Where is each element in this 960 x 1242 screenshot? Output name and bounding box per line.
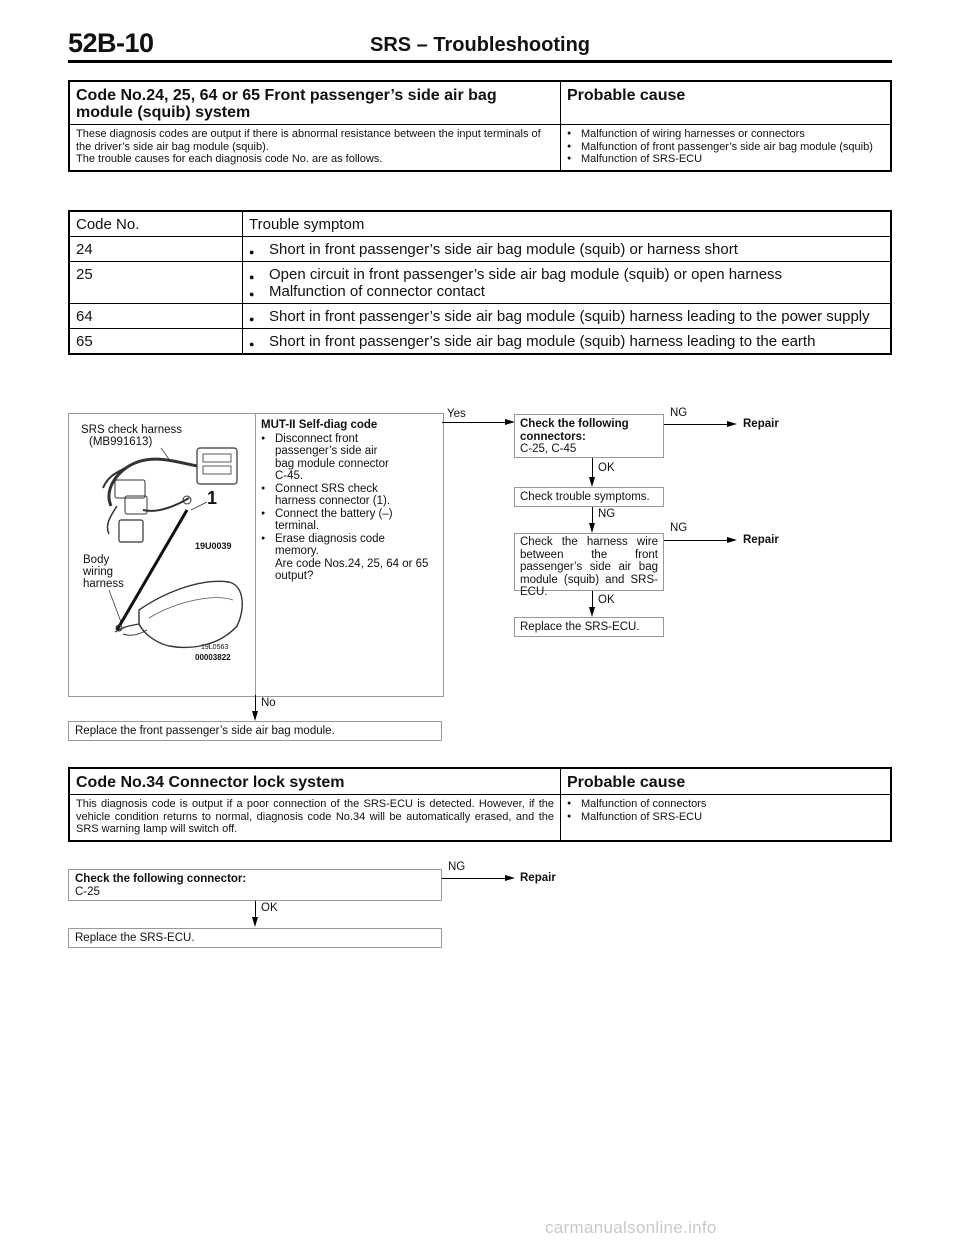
check-harness-box: Check the harness wire between the front passenger’s side air bag module (squib) and SRS-ECU. — [514, 533, 664, 591]
ng-connector-line — [664, 424, 728, 425]
arrow-down-icon — [589, 477, 595, 487]
ng-connector-line — [442, 878, 506, 879]
table1-heading-cause: Probable cause — [561, 81, 892, 125]
ng-label: NG — [448, 861, 466, 873]
symptom-item: ● Open circuit in front passenger’s side air bag module (squib) or open harness — [249, 266, 884, 283]
symptom-item: ● Short in front passenger’s side air bag module (squib) harness leading to the power supply — [249, 308, 884, 325]
code-24-probable-cause-table — [68, 80, 892, 172]
harness-illustration — [69, 414, 256, 696]
pointer-line-icon — [117, 510, 187, 630]
cause-item: ● Malfunction of SRS-ECU — [567, 153, 884, 166]
step-item: ● Disconnect front passenger’s side air bag module connector C-45. — [261, 433, 437, 483]
arrow-right-icon — [727, 537, 737, 543]
label-srs-check-harness: SRS check harness — [81, 424, 182, 436]
col-header-code: Code No. — [69, 211, 243, 237]
label-harness: harness — [83, 578, 124, 590]
step-item: ● Connect the battery (–) terminal. — [261, 508, 437, 533]
watermark: carmanualsonline.info — [545, 1218, 717, 1237]
ng-connector-line — [664, 540, 728, 541]
figure-code-1: 19U0039 — [195, 541, 232, 551]
table1-heading: Code No.24, 25, 64 or 65 Front passenger’s side air bag module (squib) system — [69, 81, 561, 125]
table1-causes — [561, 125, 892, 171]
label-wiring: wiring — [83, 566, 114, 578]
label-body: Body — [83, 554, 110, 566]
replace-ecu-box: Replace the SRS-ECU. — [68, 928, 442, 948]
cause-item: ● Malfunction of front passenger’s side air bag module (squib) — [567, 141, 884, 154]
step-question: Are code Nos.24, 25, 64 or 65 output? — [275, 557, 429, 582]
yes-connector-line — [442, 422, 506, 423]
table3-description: This diagnosis code is output if a poor connection of the SRS-ECU is detected. However, if the vehicle condition returns to normal, diagnosis code No.34 will be automatically erased, and the SRS warning lamp will switch off. — [69, 795, 561, 841]
symptom-item: ● Short in front passenger’s side air bag module (squib) harness leading to the earth — [249, 333, 884, 350]
mut-step-text — [261, 419, 437, 583]
page-code: 52B-10 — [68, 28, 154, 58]
replace-module-box: Replace the front passenger’s side air bag module. — [68, 721, 442, 741]
ok-connector-line — [592, 458, 593, 478]
table3-heading-cause: Probable cause — [561, 768, 892, 795]
label-part-number: (MB991613) — [89, 436, 153, 448]
code-cell: 25 — [69, 262, 243, 304]
check-connector-title: Check the following connector: — [75, 873, 247, 885]
code-cell: 64 — [69, 304, 243, 329]
arrow-down-icon — [589, 523, 595, 533]
symptom-item: ● Short in front passenger’s side air bag module (squib) or harness short — [249, 241, 884, 258]
arrow-down-icon — [252, 917, 258, 927]
repair-label: Repair — [743, 418, 779, 430]
check-connectors-list: C-25, C-45 — [520, 443, 577, 455]
cause-item: ● Malfunction of wiring harnesses or connectors — [567, 128, 884, 141]
check-connectors-box — [514, 414, 664, 458]
trouble-symptom-table — [68, 210, 892, 355]
table3-causes — [561, 795, 892, 841]
arrow-down-icon — [589, 607, 595, 617]
check-trouble-box: Check trouble symptoms. — [514, 487, 664, 507]
table-row — [69, 304, 891, 329]
ng-label: NG — [670, 407, 688, 419]
callout-number: 1 — [207, 488, 218, 508]
harness-drawing — [69, 414, 255, 696]
no-label: No — [261, 697, 276, 709]
ng-label: NG — [670, 522, 688, 534]
figure-code-2: 19L0563 — [201, 644, 229, 651]
table-row — [69, 262, 891, 304]
repair-label: Repair — [743, 534, 779, 546]
diag-step-box — [68, 413, 444, 697]
check-connector-list: C-25 — [75, 885, 100, 898]
cause-item: ● Malfunction of connectors — [567, 798, 884, 811]
table1-desc-line2: The trouble causes for each diagnosis code No. are as follows. — [76, 153, 383, 165]
header-rule — [68, 60, 892, 63]
code-34-probable-cause-table — [68, 767, 892, 842]
harness-cable-icon — [109, 459, 197, 506]
figure-code-3: 00003822 — [195, 653, 231, 662]
arrow-right-icon — [727, 421, 737, 427]
symptom-item: ● Malfunction of connector contact — [249, 283, 884, 300]
ng-label: NG — [598, 508, 616, 520]
arrow-right-icon — [505, 875, 515, 881]
airbag-module-icon — [139, 581, 242, 647]
connector-plug-icon — [115, 480, 145, 498]
yes-label: Yes — [447, 408, 466, 420]
check-connectors-title: Check the following connectors: — [520, 418, 629, 443]
code-cell: 24 — [69, 237, 243, 262]
replace-ecu-box: Replace the SRS-ECU. — [514, 617, 664, 637]
step-title: MUT-II Self-diag code — [261, 419, 378, 431]
col-header-symptom: Trouble symptom — [243, 211, 892, 237]
code-cell: 65 — [69, 329, 243, 355]
ok-label: OK — [261, 902, 278, 914]
check-connector-c25-box — [68, 869, 442, 901]
table-row — [69, 329, 891, 355]
table-row — [69, 237, 891, 262]
cause-item: ● Malfunction of SRS-ECU — [567, 811, 884, 824]
step-item: ● Connect SRS check harness connector (1). — [261, 483, 437, 508]
arrow-down-icon — [252, 711, 258, 721]
table1-desc-line1: These diagnosis codes are output if there is abnormal resistance between the input terminals of the driver’s side air bag module (squib). — [76, 128, 541, 153]
step-item: ● Erase diagnosis code memory. — [261, 533, 437, 558]
ok-label: OK — [598, 594, 615, 606]
repair-label: Repair — [520, 872, 556, 884]
table1-description — [69, 125, 561, 171]
ok-label: OK — [598, 462, 615, 474]
table3-heading: Code No.34 Connector lock system — [69, 768, 561, 795]
page-title: SRS – Troubleshooting — [370, 34, 591, 56]
